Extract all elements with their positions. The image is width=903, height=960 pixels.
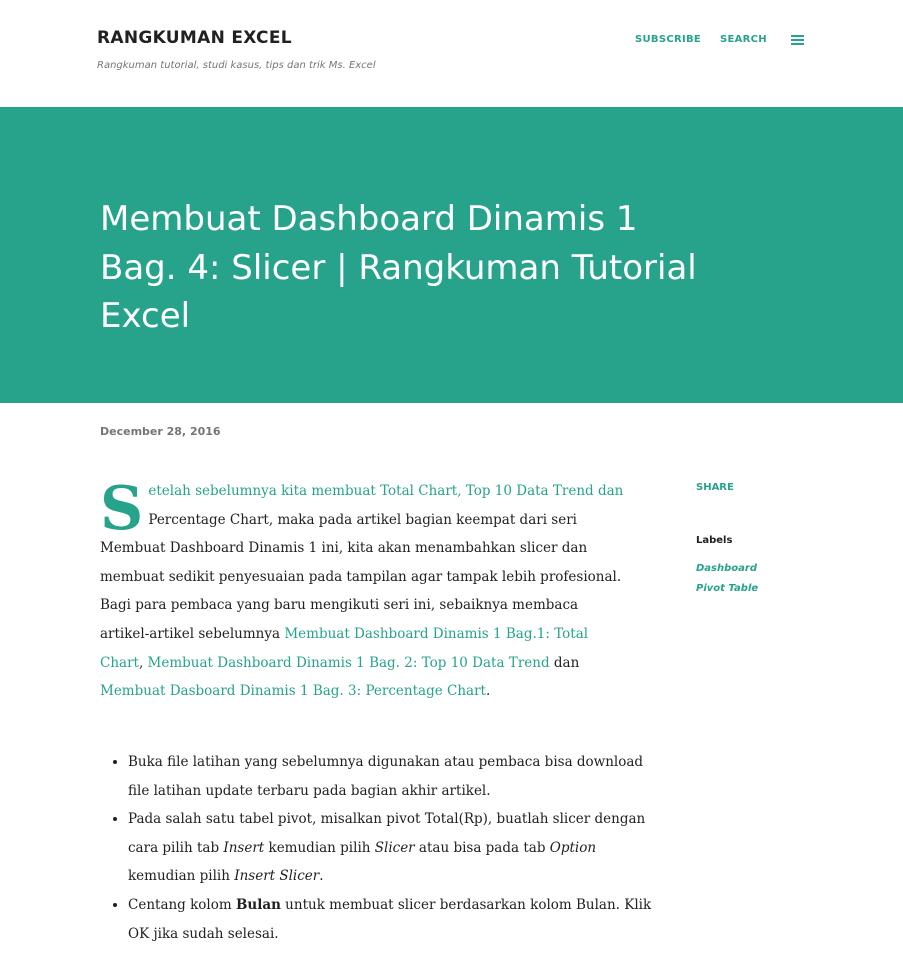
insert-term: Insert <box>223 839 265 856</box>
step-3-text: untuk membuat slicer berdasarkan kolom Bulan. Klik OK jika sudah selesai. <box>128 896 652 942</box>
blog-header <box>0 0 903 107</box>
post-hero <box>0 107 903 403</box>
blog-title[interactable]: RANGKUMAN EXCEL <box>97 28 292 48</box>
step-2-text: kemudian pilih <box>264 839 375 856</box>
intro-paragraph <box>100 474 625 591</box>
separator: dan <box>549 654 580 671</box>
label-dashboard[interactable]: Dashboard <box>696 563 757 574</box>
blog-description: Rangkuman tutorial, studi kasus, tips dan trik Ms. Excel <box>97 60 376 71</box>
references-paragraph <box>100 591 625 705</box>
step-1-text: Buka file latihan yang sebelumnya digunakan atau pembaca bisa download file latihan update terbaru pada bagian akhir artikel. <box>128 754 644 799</box>
step-2-text: kemudian pilih <box>128 868 235 885</box>
option-term: Option <box>549 839 597 856</box>
drop-cap: S <box>100 474 144 544</box>
link-bag-3[interactable]: Membuat Dasboard Dinamis 1 Bag. 3: Percentage Chart <box>100 683 486 700</box>
list-item <box>128 891 653 948</box>
period: . <box>485 683 491 700</box>
step-2-text: Pada salah satu tabel pivot, misalkan pivot Total(Rp), buatlah slicer dengan cara pilih tab <box>128 811 646 856</box>
hamburger-menu-icon[interactable] <box>791 35 804 45</box>
step-3-text: Centang kolom <box>128 896 236 913</box>
step-2-text: . <box>319 868 324 885</box>
step-2-text: atau bisa pada tab <box>414 839 550 856</box>
steps-list <box>100 748 653 948</box>
label-pivot-table[interactable]: Pivot Table <box>696 583 759 594</box>
slicer-term: Slicer <box>374 839 415 856</box>
link-bag-1[interactable]: Membuat Dashboard Dinamis 1 Bag.1: Total Chart <box>100 625 589 671</box>
post-date[interactable]: December 28, 2016 <box>100 425 221 438</box>
share-button[interactable]: SHARE <box>696 482 734 493</box>
list-item <box>128 748 653 805</box>
labels-heading: Labels <box>696 535 733 546</box>
link-bag-2[interactable]: Membuat Dashboard Dinamis 1 Bag. 2: Top 10 Data Trend <box>147 654 550 671</box>
intro-link[interactable]: etelah sebelumnya kita membuat Total Chart, Top 10 Data Trend dan <box>148 483 624 499</box>
list-item <box>128 805 653 891</box>
bulan-term: Bulan <box>235 896 281 913</box>
intro-text: Percentage Chart, maka pada artikel bagian keempat dari seri Membuat Dashboard Dinamis 1 ini, kita akan menambahkan slicer dan membuat sedikit penyesuaian pada tampilan agar tampak lebih profesional. <box>100 511 622 585</box>
post-body <box>100 474 625 706</box>
references-text: Bagi para pembaca yang baru mengikuti seri ini, sebaiknya membaca artikel-artikel sebelumnya <box>100 597 579 642</box>
search-button[interactable]: SEARCH <box>720 34 767 45</box>
insert-slicer-term: Insert Slicer <box>234 868 320 885</box>
post-title: Membuat Dashboard Dinamis 1 Bag. 4: Slicer | Rangkuman Tutorial Excel <box>100 199 697 336</box>
separator: , <box>138 654 148 671</box>
subscribe-button[interactable]: SUBSCRIBE <box>635 34 702 45</box>
